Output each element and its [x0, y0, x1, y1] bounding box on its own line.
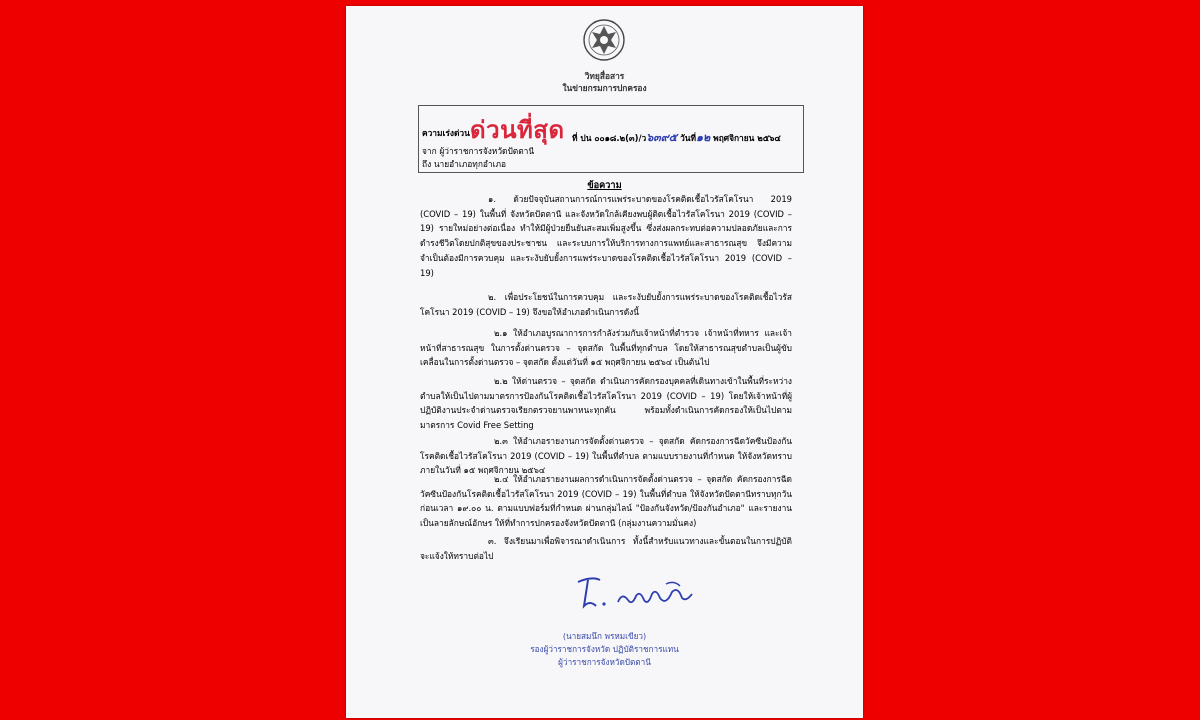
organization-heading	[346, 70, 863, 94]
urgency-label: ความเร่งด่วน	[422, 128, 470, 138]
reference-line	[572, 128, 781, 146]
date-suffix: พฤศจิกายน ๒๕๖๔	[713, 133, 781, 143]
paragraph-2-1: ๒.๑ ให้อำเภอบูรณาการการกำลังร่วมกับเจ้าหน้าที่ตำรวจ เจ้าหน้าที่ทหาร และเจ้าหน้าที่สาธารณสุข ในการตั้งด่านตรวจ – จุดสกัด ในพื้นที่ทุกตำบล โดยให้สาธารณสุขตำบลเป็นผู้ขับเคลื่อนในการตั้งด่านตรวจ – จุดสกัด ตั้งแต่วันที่ ๑๕ พฤศจิกายน ๒๕๖๔ เป็นต้นไป	[420, 328, 792, 368]
paragraph-1: ๑. ด้วยปัจจุบันสถานการณ์การแพร่ระบาดของโรคติดเชื้อไวรัสโคโรนา 2019 (COVID – 19) ในพื้นที่ จังหวัดปัตตานี และจังหวัดใกล้เคียงพบผู้ติดเชื้อไวรัสโคโรนา 2019 (COVID – 19) รายใหม่อย่างต่อเนื่อง ทำให้มีผู้ป่วยยืนยันสะสมเพิ่มสูงขึ้น ซึ่งส่งผลกระทบต่อความปลอดภัยและการดำรงชีวิตโดยปกติสุขของประชาชน และระบบการให้บริการทางการแพทย์และสาธารณสุข จึงมีความจำเป็นต้องมีการควบคุม และระงับยับยั้งการแพร่ระบาดของโรคติดเชื้อไวรัสโคโรนา 2019 (COVID – 19)	[420, 194, 792, 278]
garuda-seal-icon	[582, 18, 626, 62]
org-line-2: ในข่ายกรมการปกครอง	[562, 83, 647, 94]
ref-prefix: ที่ ปน ๐๐๑๘.๒(๓)/ว	[572, 133, 647, 143]
signer-block	[346, 630, 863, 669]
paragraph-2-2: ๒.๒ ให้ด่านตรวจ – จุดสกัด ดำเนินการคัดกรองบุคคลที่เดินทางเข้าในพื้นที่ระหว่างตำบลให้เป็นไปตามมาตรการป้องกันโรคติดเชื้อไวรัสโคโรนา 2019 (COVID – 19) โดยให้เจ้าหน้าที่ผู้ปฏิบัติงานประจำด่านตรวจเรียกตรวจยานพาหนะทุกคัน พร้อมทั้งดำเนินการคัดกรองให้เป็นไปตามมาตรการ Covid Free Setting	[420, 376, 792, 431]
date-prefix: วันที่	[680, 133, 697, 143]
urgent-stamp: ด่วนที่สุด	[470, 116, 565, 144]
ref-handwritten-number: ๖๓๙๕	[646, 131, 678, 144]
subject-heading: ข้อความ	[587, 180, 622, 191]
signature-icon	[570, 572, 710, 622]
date-handwritten-day: ๑๒	[696, 131, 711, 144]
signer-title-2: ผู้ว่าราชการจังหวัดปัตตานี	[558, 657, 651, 668]
signer-title-1: รองผู้ว่าราชการจังหวัด ปฏิบัติราชการแทน	[530, 644, 679, 655]
org-line-1: วิทยุสื่อสาร	[584, 71, 625, 81]
from-line: จาก ผู้ว่าราชการจังหวัดปัตตานี	[422, 146, 535, 156]
signer-name: (นายสมนึก พรหมเขียว)	[562, 631, 647, 641]
paragraph-2: ๒. เพื่อประโยชน์ในการควบคุม และระงับยับยั้งการแพร่ระบาดของโรคติดเชื้อไวรัสโคโรนา 2019 (COVID – 19) จึงขอให้อำเภอดำเนินการดังนี้	[420, 292, 792, 317]
to-line: ถึง นายอำเภอทุกอำเภอ	[422, 159, 507, 169]
paragraph-3: ๓. จึงเรียนมาเพื่อพิจารณาดำเนินการ ทั้งนี้สำหรับแนวทางและขั้นตอนในการปฏิบัติจะแจ้งให้ทราบต่อไป	[420, 536, 792, 561]
paragraph-2-3: ๒.๓ ให้อำเภอรายงานการจัดตั้งด่านตรวจ – จุดสกัด คัดกรองการฉีดวัคซีนป้องกันโรคติดเชื้อไวรัสโคโรนา 2019 (COVID – 19) ในพื้นที่ตำบล ตามแบบรายงานที่กำหนด ให้จังหวัดทราบภายในวันที่ ๑๕ พฤศจิกายน ๒๕๖๔	[420, 436, 792, 476]
paragraph-2-4: ๒.๔ ให้อำเภอรายงานผลการดำเนินการจัดตั้งด่านตรวจ – จุดสกัด คัดกรองการฉีดวัคซีนป้องกันโรคติดเชื้อไวรัสโคโรนา 2019 (COVID – 19) ในพื้นที่ตำบล ให้จังหวัดปัตตานีทราบทุกวันก่อนเวลา ๑๙.๐๐ น. ตามแบบฟอร์มที่กำหนด ผ่านกลุ่มไลน์ "ป้องกันจังหวัด/ป้องกันอำเภอ" และรายงานเป็นลายลักษณ์อักษร ให้ที่ทำการปกครองจังหวัดปัตตานี (กลุ่มงานความมั่นคง)	[420, 474, 792, 529]
